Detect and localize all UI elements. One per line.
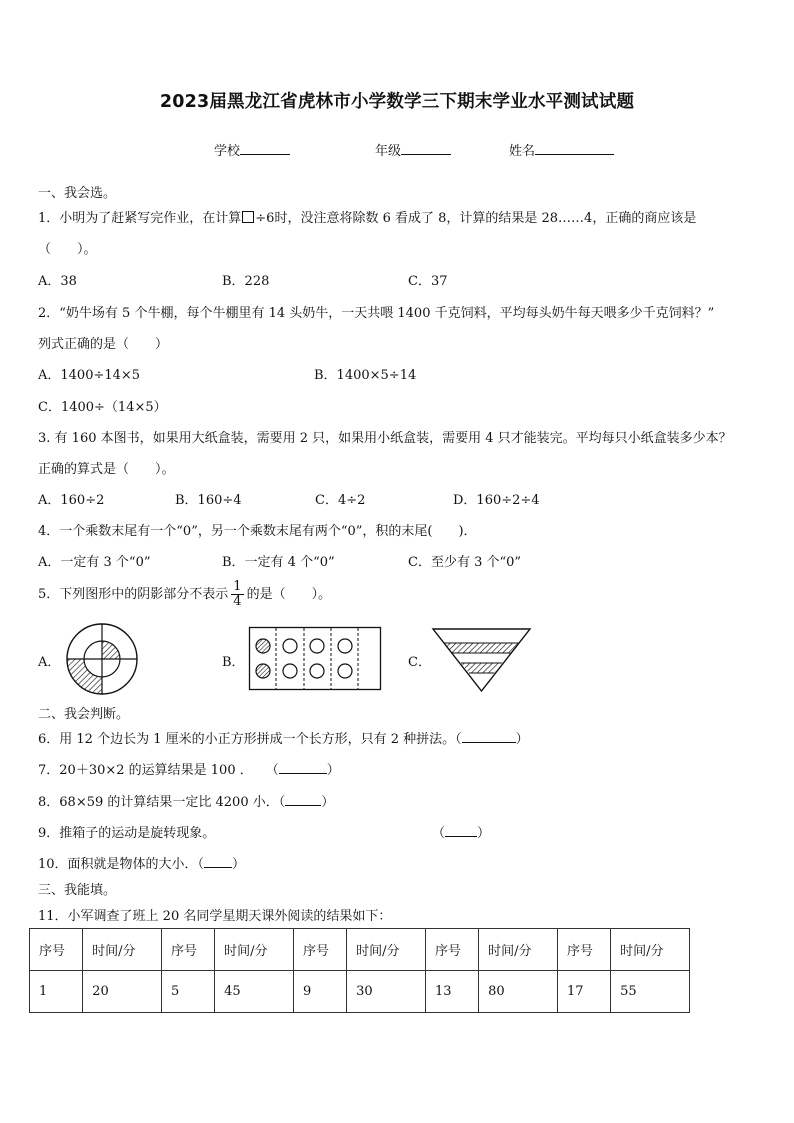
- close-paren: ）: [477, 826, 491, 841]
- q1-text-a: 1．小明为了赶紧写完作业，在计算: [38, 211, 242, 226]
- question-6: [38, 728, 529, 747]
- q2-option-a[interactable]: A．1400÷14×5: [38, 368, 141, 383]
- q8-text: 8．68×59 的计算结果一定比 4200 小．（: [38, 795, 286, 810]
- close-paren: ）: [515, 732, 529, 747]
- q9-answer: [432, 822, 490, 841]
- q3-option-b[interactable]: B．160÷4: [175, 493, 242, 508]
- q6-answer-blank[interactable]: [462, 730, 516, 743]
- reading-time-table: [29, 928, 690, 1013]
- question-1: [38, 207, 696, 226]
- q1-answer-paren: （ ）。: [38, 242, 97, 257]
- table-header-cell: 时间/分: [215, 929, 294, 971]
- q2-text-b: 列式正确的是（ ）: [38, 337, 169, 352]
- q1-option-c[interactable]: C．37: [408, 274, 448, 289]
- q5-text-b: 的是（ ）。: [246, 587, 332, 602]
- question-3: 3. 有 160 本图书，如果用大纸盒装，需要用 2 只，如果用小纸盒装，需要用 4 只才能装完。平均每只小纸盒装多少本？: [38, 431, 732, 446]
- triangle-outline: [433, 629, 530, 691]
- q8-answer-blank[interactable]: [285, 793, 321, 806]
- school-field: [214, 140, 290, 159]
- question-10: [38, 853, 245, 872]
- q2-option-c[interactable]: C．1400÷（14×5）: [38, 400, 167, 415]
- question-2: 2．“奶牛场有 5 个牛棚，每个牛棚里有 14 头奶牛，一天共喂 1400 千克饲料，平均每头奶牛每天喂多少千克饲料？”: [38, 306, 715, 321]
- table-cell: 17: [557, 971, 610, 1013]
- grade-blank[interactable]: [401, 142, 451, 155]
- table-header-cell: 序号: [425, 929, 478, 971]
- page-title: 2023届黑龙江省虎林市小学数学三下期末学业水平测试试题: [159, 92, 635, 112]
- close-paren: ）: [232, 857, 246, 872]
- section-3-heading: 三、我能填。: [38, 883, 117, 898]
- q9-answer-blank[interactable]: [445, 824, 477, 837]
- shaded-circle: [256, 639, 270, 653]
- table-header-cell: 序号: [161, 929, 214, 971]
- question-5: [38, 580, 331, 609]
- school-label: 学校: [214, 144, 241, 159]
- fraction-numerator: 1: [233, 579, 242, 594]
- q1-option-b[interactable]: B．228: [222, 274, 270, 289]
- shaded-band: [444, 643, 519, 653]
- table-header-cell: 时间/分: [347, 929, 426, 971]
- fraction-one-quarter: [231, 580, 243, 609]
- figure-a-circles: [63, 620, 141, 698]
- table-cell: 55: [611, 971, 690, 1013]
- q5-text-a: 5．下列图形中的阴影部分不表示: [38, 587, 229, 602]
- table-header-cell: 时间/分: [611, 929, 690, 971]
- question-11: 11．小军调查了班上 20 名同学星期天课外阅读的结果如下：: [38, 909, 392, 924]
- table-header-cell: 序号: [30, 929, 83, 971]
- q10-text: 10．面积就是物体的大小．（: [38, 857, 205, 872]
- name-field: [509, 140, 614, 159]
- table-cell: 45: [215, 971, 294, 1013]
- q3-text-b: 正确的算式是（ ）。: [38, 462, 175, 477]
- q7-text: 7．20＋30×2 的运算结果是 100 ． （: [38, 763, 279, 778]
- table-row: [30, 971, 690, 1013]
- section-1-heading: 一、我会选。: [38, 186, 117, 201]
- table-cell: 5: [161, 971, 214, 1013]
- q1-text-b: ÷6时，没注意将除数 6 看成了 8，计算的结果是 28……4，正确的商应该是: [255, 211, 697, 226]
- q4-option-b[interactable]: B．一定有 4 个“0”: [222, 555, 335, 570]
- q3-option-a[interactable]: A．160÷2: [38, 493, 105, 508]
- q6-text: 6．用 12 个边长为 1 厘米的小正方形拼成一个长方形，只有 2 种拼法。（: [38, 732, 462, 747]
- question-8: [38, 791, 334, 810]
- q4-option-c[interactable]: C．至少有 3 个“0”: [408, 555, 522, 570]
- square-placeholder: [242, 211, 254, 223]
- section-2-heading: 二、我会判断。: [38, 707, 130, 722]
- q10-answer-blank[interactable]: [204, 855, 232, 868]
- q5-option-c[interactable]: C．: [408, 655, 431, 670]
- table-cell: 9: [293, 971, 346, 1013]
- q1-option-a[interactable]: A．38: [38, 274, 77, 289]
- table-cell: 13: [425, 971, 478, 1013]
- table-header-cell: 序号: [557, 929, 610, 971]
- question-4: 4．一个乘数末尾有一个“0”，另一个乘数末尾有两个“0”，积的末尾( )．: [38, 524, 477, 539]
- q7-answer-blank[interactable]: [279, 761, 327, 774]
- table-cell: 80: [479, 971, 558, 1013]
- q5-option-b[interactable]: B．: [222, 655, 245, 670]
- figure-c-triangle: [432, 627, 531, 693]
- name-blank[interactable]: [535, 142, 614, 155]
- q5-option-a[interactable]: A．: [38, 655, 61, 670]
- table-cell: 1: [30, 971, 83, 1013]
- table-header-cell: 时间/分: [479, 929, 558, 971]
- open-paren: （: [432, 826, 446, 841]
- close-paren: ）: [326, 763, 340, 778]
- q3-option-d[interactable]: D．160÷2÷4: [453, 493, 540, 508]
- shaded-band: [461, 663, 502, 673]
- school-blank[interactable]: [240, 142, 290, 155]
- table-header-cell: 序号: [293, 929, 346, 971]
- q2-option-b[interactable]: B．1400×5÷14: [314, 368, 417, 383]
- grade-field: [375, 140, 451, 159]
- table-header-cell: 时间/分: [83, 929, 162, 971]
- question-9: 9．推箱子的运动是旋转现象。: [38, 826, 216, 841]
- q3-option-c[interactable]: C．4÷2: [315, 493, 366, 508]
- shaded-circle: [256, 664, 270, 678]
- name-label: 姓名: [509, 144, 536, 159]
- grade-label: 年级: [375, 144, 402, 159]
- table-header-row: [30, 929, 690, 971]
- close-paren: ）: [321, 795, 335, 810]
- q4-option-a[interactable]: A．一定有 3 个“0”: [38, 555, 151, 570]
- table-cell: 30: [347, 971, 426, 1013]
- table-cell: 20: [83, 971, 162, 1013]
- figure-b-circles-grid: [249, 627, 381, 690]
- fraction-denominator: 4: [233, 594, 242, 609]
- question-7: [38, 759, 340, 778]
